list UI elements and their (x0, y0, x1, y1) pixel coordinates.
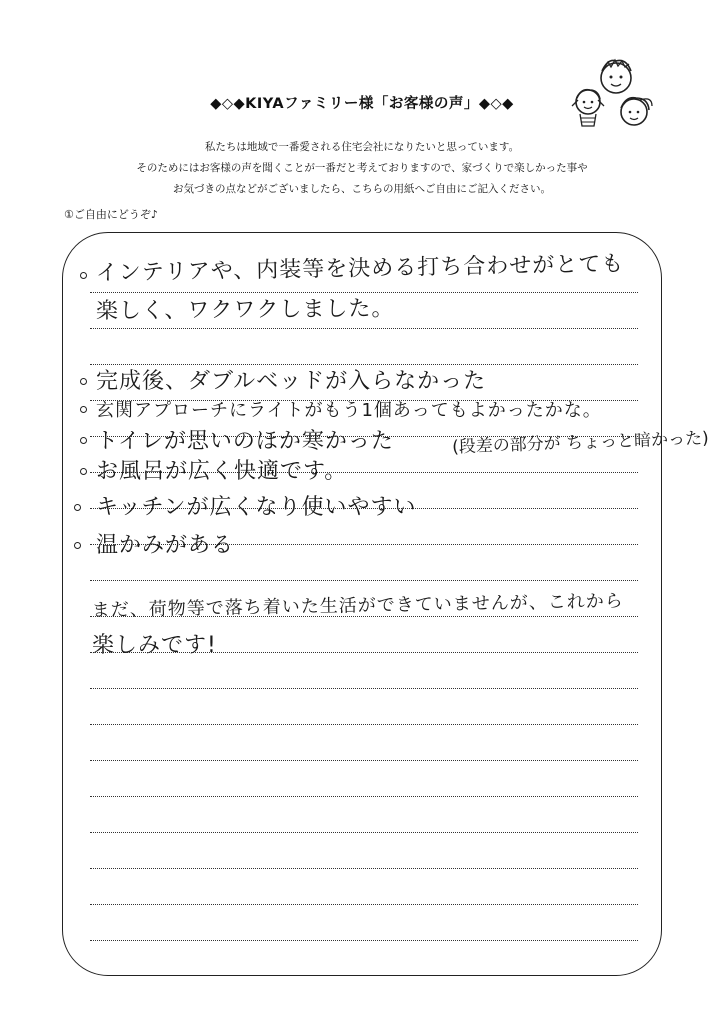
ruled-line (90, 832, 638, 833)
ruled-line (90, 868, 638, 869)
ruled-line (90, 760, 638, 761)
question-label: ①ご自由にどうぞ♪ (64, 208, 158, 221)
ruled-line (90, 724, 638, 725)
handwritten-line: 温かみがある (96, 533, 235, 558)
bullet-icon (80, 437, 87, 444)
bullet-icon (74, 504, 81, 511)
bullet-icon (80, 272, 87, 279)
ruled-line (90, 940, 638, 941)
handwritten-line: キッチンが広くなり使いやすい (96, 495, 417, 520)
bullet-icon (80, 378, 87, 385)
ruled-line (90, 904, 638, 905)
intro-line: 私たちは地域で一番愛される住宅会社になりたいと思っています。 (204, 141, 520, 153)
handwritten-line: インテリアや、内装等を決める打ち合わせがとても (95, 251, 625, 287)
handwritten-line: トイレが思いのほか寒かった (96, 429, 394, 454)
ruled-line (90, 580, 638, 581)
ruled-line (90, 328, 638, 329)
intro-line: お気づきの点などがございましたら、こちらの用紙へご自由にご記入ください。 (173, 183, 551, 195)
handwritten-line: 楽しみです! (92, 633, 217, 658)
bullet-icon (80, 406, 87, 413)
handwritten-line: まだ、荷物等で落ち着いた生活ができていませんが、これから (91, 590, 624, 622)
intro-line: そのためにはお客様の声を聞くことが一番だと考えておりますので、家づくりで楽しかった事や (136, 162, 588, 174)
handwritten-line: お風呂が広く快適です。 (96, 459, 348, 484)
handwritten-note: (段差の部分が ちょっと暗かった) (451, 428, 710, 458)
handwritten-line: 楽しく、ワクワクしました。 (95, 296, 395, 325)
handwritten-line: 玄関アプローチにライトがもう1個あってもよかったかな。 (96, 400, 602, 421)
page-title: ◆◇◆KIYAファミリー様「お客様の声」◆◇◆ (210, 96, 514, 112)
ruled-line (90, 688, 638, 689)
handwritten-line: 完成後、ダブルベッドが入らなかった (96, 369, 487, 394)
ruled-line (90, 796, 638, 797)
bullet-icon (74, 542, 81, 549)
bullet-icon (80, 468, 87, 475)
